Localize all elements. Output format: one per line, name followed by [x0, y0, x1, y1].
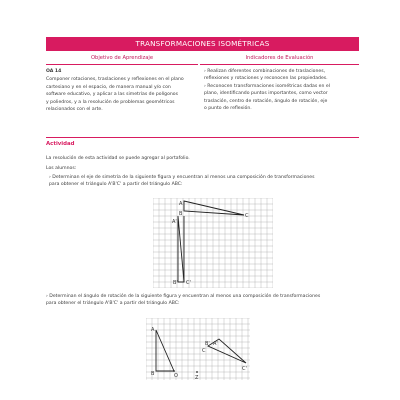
label-z: Z — [195, 375, 199, 380]
grid-lines — [153, 198, 273, 288]
objective-line: cartesiano y en el espacio, de manera manual y/o con — [46, 84, 171, 90]
bullet-line: para obtener el triángulo A'B'C' a partir del triángulo ABC: — [46, 301, 180, 307]
activity-students-label: Los alumnos: — [46, 166, 77, 171]
indicator-line: › Reconocen transformaciones isométricas dadas en el — [204, 83, 330, 89]
label-b: B — [151, 371, 155, 377]
activity-bullet-2 — [46, 293, 359, 307]
objective-line: y poliedros, y a la resolución de problemas geométricos — [46, 99, 175, 105]
indicators-column-header: Indicadores de Evaluación — [200, 53, 359, 65]
figure-2-grid — [146, 318, 250, 380]
objective-code: OA 14 — [46, 69, 62, 74]
triangle-abc — [184, 201, 244, 215]
label-c-prime: C' — [242, 366, 247, 372]
label-b: B — [179, 211, 183, 217]
label-o: O — [174, 373, 178, 379]
point-z — [196, 371, 198, 373]
table-header — [46, 53, 359, 65]
label-b-prime: B' — [173, 280, 178, 286]
bullet-line: › Determinan el eje de simetría de la siguiente figura y encuentran al menos una composición de transformaciones — [49, 175, 315, 180]
activity-intro: La resolución de esta actividad se puede agregar al portafolio. — [46, 156, 190, 161]
indicator-line: plano, identificando puntos importantes, como vector — [204, 91, 328, 97]
objective-line: software educativo, y aplicar a las simetrías de polígonos — [46, 92, 179, 98]
bullet-line: para obtener el triángulo A'B'C' a partir del triángulo ABC: — [49, 182, 183, 188]
label-a-prime: A' — [172, 219, 177, 225]
objective-cell — [46, 68, 198, 113]
label-a-prime: A' — [213, 341, 218, 347]
label-c: C — [245, 213, 249, 219]
rotation-center-point — [173, 370, 175, 372]
indicator-line: traslación, centro de rotación, ángulo de rotación, eje — [204, 98, 328, 104]
indicator-line: reflexiones y rotaciones y reconocen las propiedades. — [204, 76, 328, 82]
objective-column-header: Objetivo de Aprendizaje — [46, 53, 198, 65]
indicators-cell — [204, 68, 359, 113]
label-c: C — [202, 348, 206, 354]
section-divider — [46, 137, 359, 138]
indicator-line: › Realizan diferentes combinaciones de traslaciones, — [204, 69, 326, 74]
objective-line: Componer rotaciones, traslaciones y reflexiones en el plano — [46, 77, 184, 83]
label-a: A — [179, 201, 183, 207]
activity-bullet-1 — [49, 174, 359, 188]
indicator-line: o punto de reflexión. — [204, 106, 252, 112]
label-c-prime: C' — [186, 280, 191, 286]
figure-1-grid — [153, 198, 273, 288]
section-banner: TRANSFORMACIONES ISOMÉTRICAS — [46, 37, 359, 51]
label-b-prime: B' — [205, 341, 210, 347]
curriculum-table — [46, 37, 359, 113]
table-body — [46, 68, 359, 113]
label-a: A — [151, 327, 155, 333]
bullet-line: › Determinan el ángulo de rotación de la siguiente figura y encuentran al menos una composición de transformaciones — [46, 294, 321, 299]
activity-title: Actividad — [46, 141, 75, 147]
objective-line: relacionados con el arte. — [46, 107, 103, 113]
